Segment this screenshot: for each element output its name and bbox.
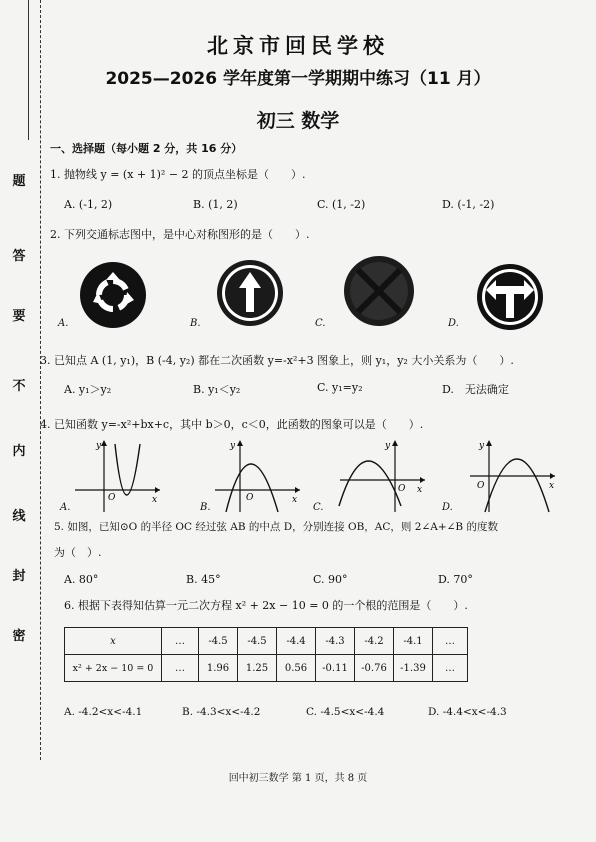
graph-x-label: x (292, 495, 298, 505)
table-header-x: x (65, 628, 162, 655)
table-cell: -4.4 (277, 628, 316, 655)
table-cell: -4.1 (394, 628, 433, 655)
q5-option-b[interactable]: B. 45° (186, 573, 221, 586)
page-footer: 回中初三数学 第 1 页，共 8 页 (228, 773, 368, 784)
q6-value-table (64, 627, 468, 682)
q5-option-d[interactable]: D. 70° (438, 573, 473, 586)
graph-x-label: x (549, 481, 555, 491)
q6-option-a[interactable]: A. -4.2<x<-4.1 (64, 706, 143, 718)
q5-option-c[interactable]: C. 90° (313, 573, 348, 586)
q4-label-c: C. (313, 502, 324, 513)
table-cell: -0.11 (316, 655, 355, 682)
q1-option-c[interactable]: C. (1, -2) (317, 198, 366, 211)
q2-label-b: B. (190, 318, 201, 329)
margin-char: 要 (12, 309, 26, 324)
table-cell: -4.5 (238, 628, 277, 655)
table-row (65, 655, 468, 682)
q4-graph-b[interactable] (210, 436, 305, 514)
q1-option-b[interactable]: B. (1, 2) (193, 198, 238, 211)
graph-y-label: y (479, 441, 485, 451)
table-row (65, 628, 468, 655)
margin-char: 答 (12, 249, 26, 264)
section-title: 一、选择题（每小题 2 分，共 16 分） (50, 142, 243, 155)
q6-option-c[interactable]: C. -4.5<x<-4.4 (306, 706, 385, 718)
q3-option-d[interactable]: D. 无法确定 (442, 383, 509, 396)
q2-stem: 2. 下列交通标志图中，是中心对称图形的是（ ）. (50, 228, 310, 241)
graph-y-label: y (96, 441, 102, 451)
subject-title: 初三 数学 (256, 110, 340, 132)
margin-char: 不 (12, 379, 26, 394)
q6-option-d[interactable]: D. -4.4<x<-4.3 (428, 706, 507, 718)
no-stopping-sign-icon[interactable] (342, 255, 416, 327)
school-name: 北京市回民学校 (207, 34, 389, 58)
q3-option-c[interactable]: C. y₁=y₂ (317, 381, 363, 394)
q4-label-d: D. (442, 502, 453, 513)
table-cell: … (162, 628, 199, 655)
q4-label-a: A. (60, 502, 71, 513)
table-cell: 1.96 (199, 655, 238, 682)
table-cell: -0.76 (355, 655, 394, 682)
q5-option-a[interactable]: A. 80° (64, 573, 99, 586)
q4-graph-d[interactable] (465, 436, 560, 514)
table-cell: -4.3 (316, 628, 355, 655)
up-arrow-sign-icon[interactable] (215, 258, 285, 328)
table-cell: -1.39 (394, 655, 433, 682)
margin-char: 线 (12, 509, 26, 524)
q4-stem: 4. 已知函数 y=-x²+bx+c，其中 b＞0，c＜0，此函数的图象可以是（ ）. (40, 418, 424, 431)
margin-char: 密 (12, 629, 26, 644)
margin-char: 封 (12, 569, 26, 584)
graph-x-label: x (152, 495, 158, 505)
table-header-expression: x² + 2x − 10 = 0 (65, 655, 162, 682)
q2-label-c: C. (315, 318, 326, 329)
q3-stem: 3. 已知点 A (1, y₁)，B (-4, y₂) 都在二次函数 y=-x²+3 图象上，则 y₁，y₂ 大小关系为（ ）. (40, 354, 514, 367)
q1-option-d[interactable]: D. (-1, -2) (442, 198, 495, 211)
table-cell: -4.2 (355, 628, 394, 655)
graph-y-label: y (230, 441, 236, 451)
table-cell: 0.56 (277, 655, 316, 682)
graph-y-label: y (385, 441, 391, 451)
graph-origin-label: O (108, 493, 116, 503)
graph-origin-label: O (398, 484, 406, 494)
q3-option-b[interactable]: B. y₁＜y₂ (193, 383, 241, 396)
q6-stem: 6. 根据下表得知估算一元二次方程 x² + 2x − 10 = 0 的一个根的范围是（ ）. (64, 599, 468, 612)
q1-stem: 1. 抛物线 y = (x + 1)² − 2 的顶点坐标是（ ）. (50, 168, 306, 181)
left-right-turn-sign-icon[interactable] (474, 262, 546, 332)
exam-title: 2025—2026 学年度第一学期期中练习（11 月） (105, 69, 491, 89)
table-cell: … (433, 628, 468, 655)
q2-label-a: A. (58, 318, 69, 329)
q2-label-d: D. (448, 318, 459, 329)
q4-graph-a[interactable] (70, 436, 165, 514)
margin-char: 题 (12, 174, 26, 189)
q4-graph-c[interactable] (335, 436, 430, 514)
margin-char: 内 (12, 444, 26, 459)
q6-option-b[interactable]: B. -4.3<x<-4.2 (182, 706, 261, 718)
q4-label-b: B. (200, 502, 211, 513)
graph-x-label: x (417, 485, 423, 495)
q5-stem-line1: 5. 如图，已知⊙O 的半径 OC 经过弦 AB 的中点 D，分别连接 OB，AC，则 2∠A+∠B 的度数 (54, 521, 498, 533)
graph-origin-label: O (477, 481, 485, 491)
q1-option-a[interactable]: A. (-1, 2) (64, 198, 113, 211)
q5-stem-line2: 为（ ）. (54, 546, 102, 559)
q3-option-a[interactable]: A. y₁＞y₂ (64, 383, 112, 396)
graph-origin-label: O (246, 493, 254, 503)
table-cell: -4.5 (199, 628, 238, 655)
table-cell: 1.25 (238, 655, 277, 682)
roundabout-sign-icon[interactable] (78, 260, 148, 330)
table-cell: … (433, 655, 468, 682)
table-cell: … (162, 655, 199, 682)
